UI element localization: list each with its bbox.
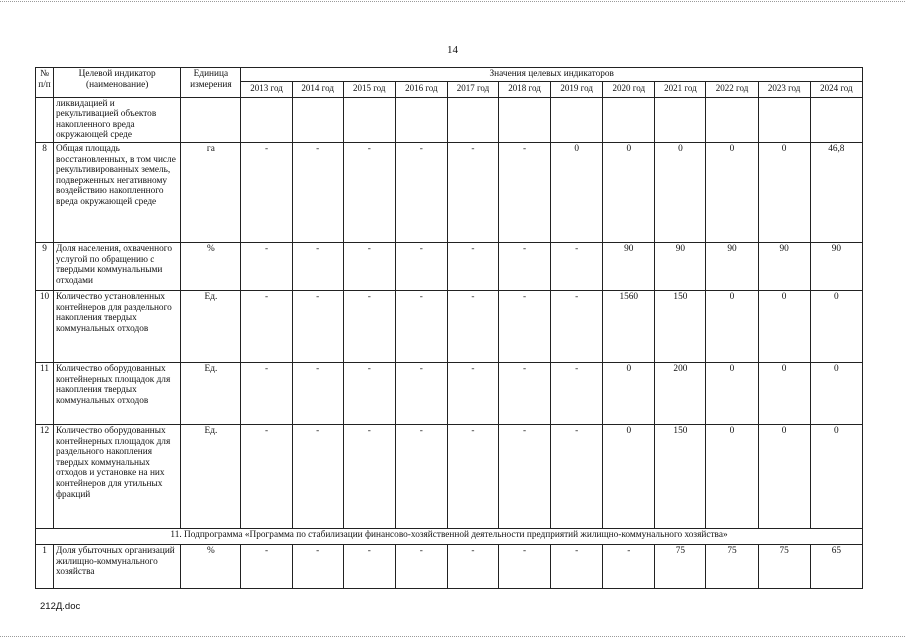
value-cell: 150 <box>655 290 706 362</box>
value-cell: - <box>551 544 603 588</box>
value-cell: - <box>241 142 292 242</box>
value-cell: - <box>499 424 551 528</box>
value-cell <box>447 97 498 142</box>
value-cell: - <box>499 290 551 362</box>
value-cell: - <box>292 362 343 424</box>
value-cell: 46,8 <box>810 142 862 242</box>
value-cell: 90 <box>603 242 655 290</box>
value-cell: 0 <box>603 424 655 528</box>
value-cell: 0 <box>758 290 810 362</box>
value-cell: - <box>292 424 343 528</box>
year-2020: 2020 год <box>603 81 655 97</box>
value-cell: - <box>447 362 498 424</box>
page-number: 14 <box>447 44 458 56</box>
value-cell: 0 <box>551 142 603 242</box>
value-cell: - <box>241 242 292 290</box>
value-cell: - <box>395 142 447 242</box>
value-cell: - <box>395 544 447 588</box>
value-cell: 0 <box>810 362 862 424</box>
value-cell: - <box>292 242 343 290</box>
unit-cell: Ед. <box>181 290 241 362</box>
value-cell: - <box>499 362 551 424</box>
value-cell: - <box>551 424 603 528</box>
value-cell: - <box>447 290 498 362</box>
table-row <box>36 424 863 528</box>
table-body <box>36 97 863 588</box>
indicator-name: Количество установленных контейнеров для раздельного накопления твердых коммунальных отходов <box>54 290 181 362</box>
value-cell: - <box>551 242 603 290</box>
value-cell <box>758 97 810 142</box>
value-cell: 0 <box>603 142 655 242</box>
value-cell: 0 <box>810 424 862 528</box>
value-cell: - <box>395 242 447 290</box>
value-cell: 90 <box>758 242 810 290</box>
unit-cell <box>181 97 241 142</box>
value-cell: - <box>395 362 447 424</box>
value-cell: - <box>343 142 395 242</box>
value-cell: 90 <box>810 242 862 290</box>
value-cell: 75 <box>655 544 706 588</box>
row-num: 1 <box>36 544 54 588</box>
value-cell: - <box>343 362 395 424</box>
value-cell: 90 <box>706 242 758 290</box>
value-cell: - <box>499 544 551 588</box>
value-cell: - <box>603 544 655 588</box>
year-2021: 2021 год <box>655 81 706 97</box>
value-cell <box>499 97 551 142</box>
table-row <box>36 242 863 290</box>
value-cell: - <box>447 242 498 290</box>
value-cell: - <box>292 290 343 362</box>
value-cell: 90 <box>655 242 706 290</box>
table-row <box>36 142 863 242</box>
value-cell: 0 <box>706 142 758 242</box>
value-cell: 0 <box>810 290 862 362</box>
year-2017: 2017 год <box>447 81 498 97</box>
value-cell: 75 <box>758 544 810 588</box>
row-num: 9 <box>36 242 54 290</box>
year-2016: 2016 год <box>395 81 447 97</box>
value-cell <box>603 97 655 142</box>
row-num: 12 <box>36 424 54 528</box>
value-cell: - <box>292 142 343 242</box>
year-2014: 2014 год <box>292 81 343 97</box>
value-cell <box>292 97 343 142</box>
bottom-scan-edge <box>0 636 905 637</box>
row-num: 8 <box>36 142 54 242</box>
table-row <box>36 544 863 588</box>
value-cell <box>706 97 758 142</box>
row-num: 11 <box>36 362 54 424</box>
value-cell: - <box>447 424 498 528</box>
value-cell: 0 <box>655 142 706 242</box>
value-cell: - <box>499 142 551 242</box>
value-cell: - <box>395 424 447 528</box>
values-header: Значения целевых индикаторов <box>241 68 863 82</box>
value-cell: - <box>395 290 447 362</box>
value-cell: - <box>241 362 292 424</box>
table-row <box>36 97 863 142</box>
top-scan-edge <box>0 1 905 2</box>
value-cell: - <box>343 544 395 588</box>
indicator-name: ликвидацией и рекультивацией объектов накопленного вреда окружающей среде <box>54 97 181 142</box>
year-2019: 2019 год <box>551 81 603 97</box>
year-2013: 2013 год <box>241 81 292 97</box>
indicator-name: Доля населения, охваченного услугой по обращению с твердыми коммунальными отходами <box>54 242 181 290</box>
value-cell: 75 <box>706 544 758 588</box>
value-cell <box>241 97 292 142</box>
value-cell: 0 <box>758 424 810 528</box>
indicator-name: Общая площадь восстановленных, в том числе рекультивированных земель, подверженных негативному воздействию накопленного вреда окружающей среде <box>54 142 181 242</box>
year-2018: 2018 год <box>499 81 551 97</box>
year-2022: 2022 год <box>706 81 758 97</box>
table-header <box>36 68 863 98</box>
year-2023: 2023 год <box>758 81 810 97</box>
num-header: № п/п <box>36 68 54 98</box>
unit-cell: Ед. <box>181 424 241 528</box>
unit-cell: % <box>181 242 241 290</box>
unit-cell: га <box>181 142 241 242</box>
unit-cell: Ед. <box>181 362 241 424</box>
value-cell: 150 <box>655 424 706 528</box>
value-cell <box>343 97 395 142</box>
table-row <box>36 290 863 362</box>
value-cell <box>551 97 603 142</box>
unit-header: Единица измерения <box>181 68 241 98</box>
indicators-table <box>35 67 863 589</box>
indicator-name: Количество оборудованных контейнерных площадок для накопления твердых коммунальных отходов <box>54 362 181 424</box>
value-cell <box>655 97 706 142</box>
value-cell: - <box>241 424 292 528</box>
value-cell: 0 <box>706 362 758 424</box>
footer-filename: 212Д.doc <box>40 601 81 612</box>
value-cell: - <box>447 544 498 588</box>
indicator-name: Количество оборудованных контейнерных площадок для раздельного накопления твердых коммунальных отходов и установке на них контейнеров для утильных фракций <box>54 424 181 528</box>
value-cell: 0 <box>758 142 810 242</box>
subprogram-row <box>36 528 863 544</box>
value-cell: - <box>551 290 603 362</box>
value-cell: 0 <box>706 424 758 528</box>
indicator-header: Целевой индикатор (наименование) <box>54 68 181 98</box>
value-cell <box>395 97 447 142</box>
value-cell: - <box>241 544 292 588</box>
value-cell: - <box>551 362 603 424</box>
value-cell: 65 <box>810 544 862 588</box>
row-num: 10 <box>36 290 54 362</box>
value-cell: 0 <box>706 290 758 362</box>
subprogram-title: 11. Подпрограмма «Программа по стабилизации финансово-хозяйственной деятельности предприятий жилищно-коммунального хозяйства» <box>36 528 863 544</box>
value-cell: - <box>292 544 343 588</box>
value-cell <box>810 97 862 142</box>
year-2015: 2015 год <box>343 81 395 97</box>
value-cell: - <box>241 290 292 362</box>
value-cell: - <box>343 242 395 290</box>
row-num <box>36 97 54 142</box>
value-cell: 200 <box>655 362 706 424</box>
value-cell: - <box>447 142 498 242</box>
unit-cell: % <box>181 544 241 588</box>
year-2024: 2024 год <box>810 81 862 97</box>
value-cell: - <box>499 242 551 290</box>
value-cell: 0 <box>603 362 655 424</box>
indicator-name: Доля убыточных организаций жилищно-коммунального хозяйства <box>54 544 181 588</box>
table-row <box>36 362 863 424</box>
value-cell: 0 <box>758 362 810 424</box>
value-cell: 1560 <box>603 290 655 362</box>
value-cell: - <box>343 424 395 528</box>
value-cell: - <box>343 290 395 362</box>
